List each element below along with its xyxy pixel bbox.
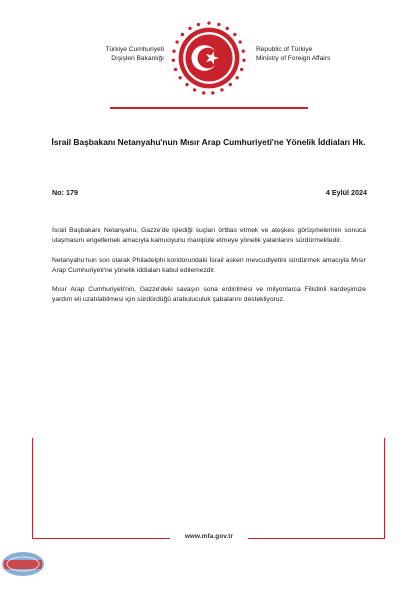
ministry-name-turkish <box>84 45 164 63</box>
ministry-name-english <box>256 45 346 63</box>
document-number: No: 179 <box>52 188 78 197</box>
frame-right-line <box>384 438 385 538</box>
header-divider <box>110 107 308 109</box>
body-paragraph: Netanyahu'nun son olarak Philadelphi koridorundaki İsrail askeri mevcudiyetini sürdürmek amacıyla Mısır Arap Cumhuriyeti'ne yönelik iddiaları kabul edilemezdir. <box>52 256 366 274</box>
body-paragraph: Mısır Arap Cumhuriyeti'nin, Gazze'deki savaşın sona erdirilmesi ve milyonlarca Filistinli kardeşimize yardım eli uzatılabilmesi için sürdürdüğü arabuluculuk çabalarını destekliyoruz. <box>52 286 366 304</box>
org-left-line1: Türkiye Cumhuriyeti <box>105 46 164 53</box>
document-body <box>52 226 366 315</box>
website-link[interactable]: www.mfa.gov.tr <box>184 533 234 540</box>
turkish-crescent-star-seal-icon <box>171 20 247 96</box>
org-right-line1: Republic of Türkiye <box>256 46 313 53</box>
watermark-logo-icon <box>0 548 46 580</box>
org-left-line2: Dışişleri Bakanlığı <box>111 55 164 62</box>
frame-left-line <box>32 438 33 538</box>
document-date: 4 Eylül 2024 <box>325 188 367 197</box>
org-right-line2: Ministry of Foreign Affairs <box>256 55 331 62</box>
body-paragraph: İsrail Başbakanı Netanyahu, Gazze'de işlediği suçları örtbas etmek ve ateşkes görüşmelerinin sonuca ulaşmasını engellemek amacıyla kamuoyunu manipüle etmeye yönelik yalanlarını sürdürmektedir. <box>52 227 366 245</box>
document-title: İsrail Başbakanı Netanyahu'nun Mısır Arap Cumhuriyeti'ne Yönelik İddiaları Hk. <box>51 137 366 147</box>
